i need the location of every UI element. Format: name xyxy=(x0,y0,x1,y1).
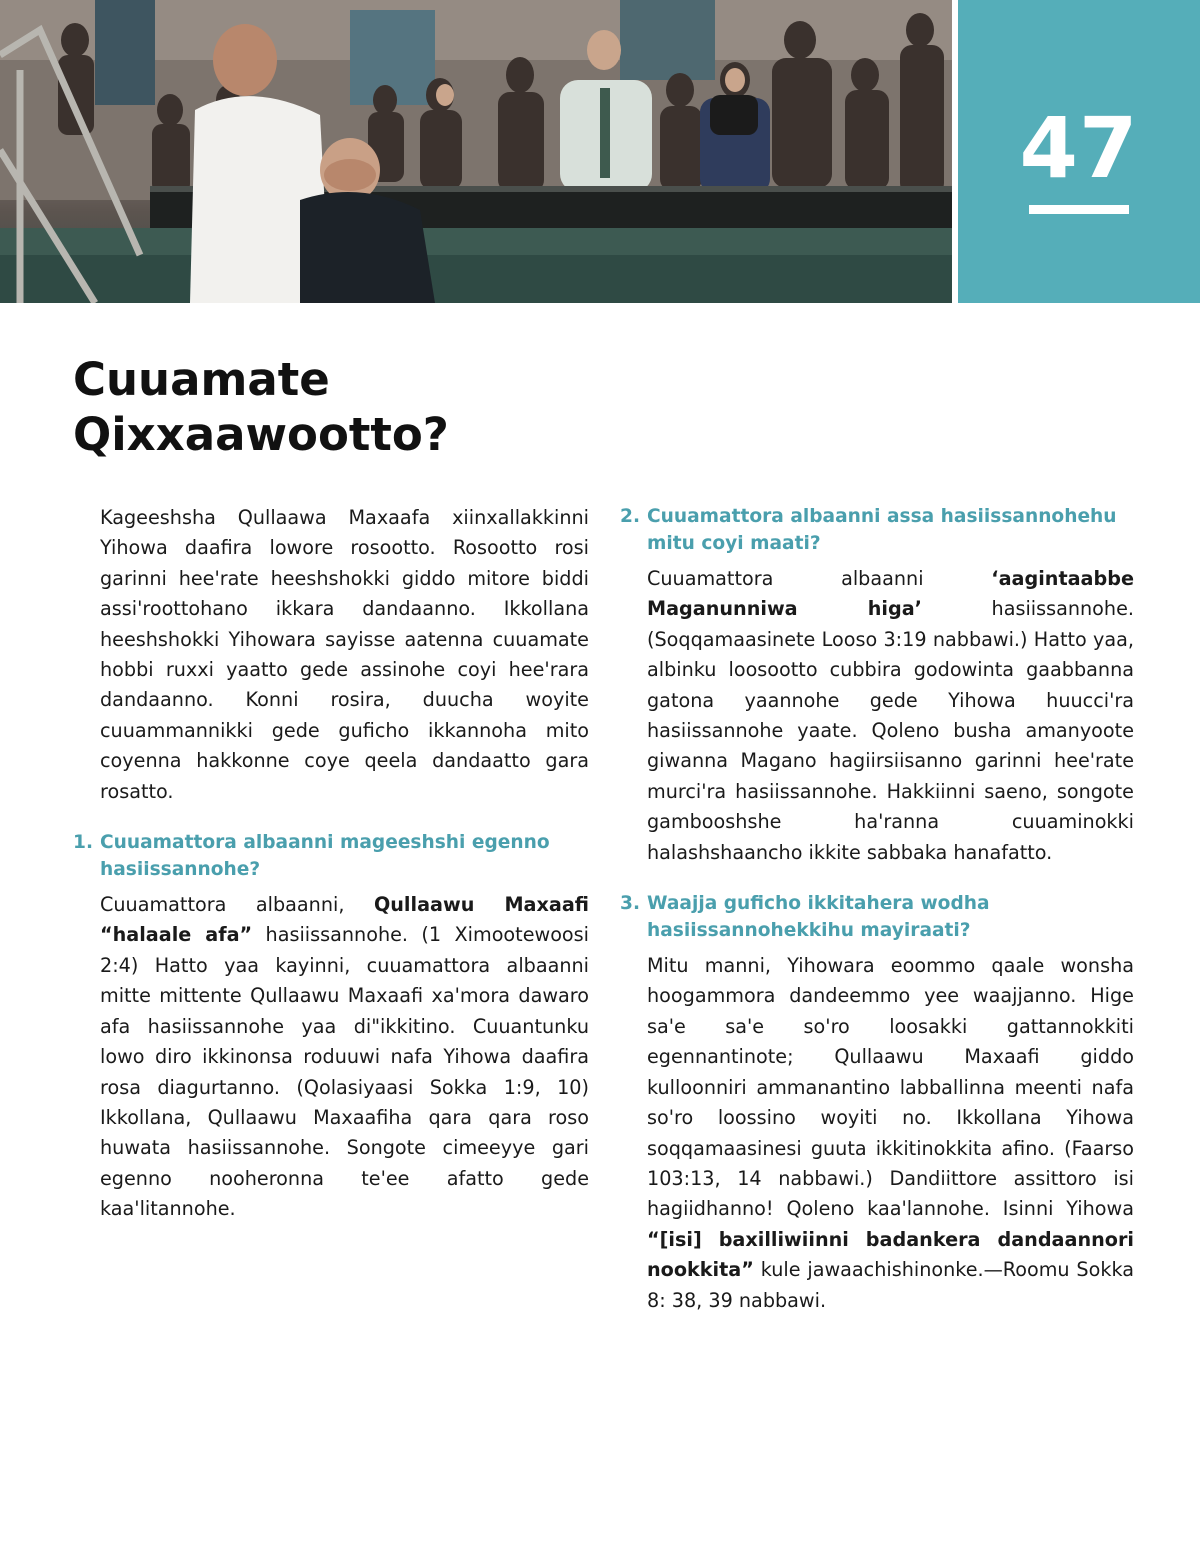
section-2-number: 2. xyxy=(620,506,641,527)
section-2 xyxy=(620,503,1134,868)
page-title xyxy=(73,352,673,462)
section-1-answer-text-b: hasiissannohe. (1 Ximootewoosi 2:4) Hatto yaa kayinni, cuuamattora albaanni mitte mittente Qullaawu Maxaafi xa'mora dawaro afa hasiissannohe yaa di"ikkitino. Cuuantunku lowo diro ikkinonsa roduuwi nafa Yihowa daafira rosa diagurtanno. (Qolasiyaasi Sokka 1:9, 10) Ikkollana, Qullaawu Maxaafiha qara qara roso huwata hasiissannohe. Songote cimeeyye gari egenno nooheronna te'ee afatto gede kaa'litannohe. xyxy=(100,923,589,1221)
section-2-answer-bold: ‘aagintaabbe Maganunniwa higa’ xyxy=(647,567,1134,621)
section-2-question-text: Cuuamattora albaanni assa hasiissannohehu mitu coyi maati? xyxy=(647,506,1117,554)
section-3-answer-text-b: kule jawaachishinonke.—Roomu Sokka 8: 38, 39 nabbawi. xyxy=(647,1258,1134,1312)
section-2-answer xyxy=(620,564,1134,868)
section-3-number: 3. xyxy=(620,893,641,915)
intro-paragraph: Kageeshsha Qullaawa Maxaafa xiinxallakkinni Yihowa daafira lowore rosootto. Rosootto rosi garinni hee'rate heeshshokki giddo mitore biddi assi'roottohano ikkara dandaanno. Ikkollana heeshshokki Yihowara sayisse aatenna cuuamate hobbi ruxxi yaatto gede assinohe coyi hee'rara dandaanno. Konni rosira, duucha woyite cuuammannikki gede guficho ikkannoha mito coyenna hakkonne coye qeela dandaatto gara rosatto. xyxy=(100,506,589,803)
section-3-answer-text-a: Mitu manni, Yihowara eoommo qaale wonsha hoogammora dandeemmo yee waajjanno. Hige sa'e sa'e so'ro loosakki gattannokkiti egennantinote; Qullaawu Maxaafi giddo kulloonniri ammanantino labballinna meenti nafa so'ro loossino woyiti no. Ikkollana Yihowa soqqamaasinesi guuta ikkitinokkita afino. (Faarso 103:13, 14 nabbawi.) Dandiittore assittoro isi hagiidhanno! Qoleno kaa'lannohe. Isinni Yihowa xyxy=(647,954,1134,1221)
right-column xyxy=(620,503,1134,1316)
section-3-answer-bold: “[isi] baxilliwiinni badankera dandaannori nookkita” xyxy=(647,1227,1134,1282)
section-1-answer-bold: Qullaawu Maxaafi “halaale afa” xyxy=(100,893,590,947)
section-1-number: 1. xyxy=(73,832,94,854)
section-3-question-text: Waajja guficho ikkitahera wodha hasiissannohekkihu mayiraati? xyxy=(647,893,990,942)
section-2-answer-text-b: hasiissannohe. (Soqqamaasinete Looso 3:19 nabbawi.) Hatto yaa, albinku loosootto cubbira godowinta gaabbanna gatona yaannohe gede Yihowa huucci'ra hasiissannohe yaate. Qoleno busha amanyoote giwanna Magano hagiirsiisanno garinni hee'rate murci'ra hasiissannohe. Hakkiinni saeno, songote gambooshshe ha'ranna cuuaminokki halashshaancho ikkite sabbaka hanafatto. xyxy=(647,597,1134,864)
section-1-answer xyxy=(73,890,589,1224)
baptism-scene-illustration xyxy=(0,0,952,303)
lesson-number-underline xyxy=(1029,205,1129,214)
section-2-question xyxy=(620,503,1134,557)
section-3 xyxy=(620,890,1134,1316)
section-2-answer-text-a: Cuuamattora albaanni xyxy=(647,567,992,590)
left-column xyxy=(73,503,589,1225)
lesson-number-panel xyxy=(958,0,1200,303)
section-1-question xyxy=(73,829,589,883)
section-3-answer xyxy=(620,951,1134,1316)
section-1-question-text: Cuuamattora albaanni mageeshshi egenno hasiissannohe? xyxy=(100,832,550,881)
section-3-question xyxy=(620,890,1134,944)
section-1 xyxy=(73,829,589,1224)
section-1-answer-text-a: Cuuamattora albaanni, xyxy=(100,893,374,917)
page-title-line1: Cuuamate xyxy=(73,353,330,406)
header-photo xyxy=(0,0,952,303)
lesson-number: 47 xyxy=(1019,99,1139,197)
page-title-line2: Qixxaawootto? xyxy=(73,408,449,461)
